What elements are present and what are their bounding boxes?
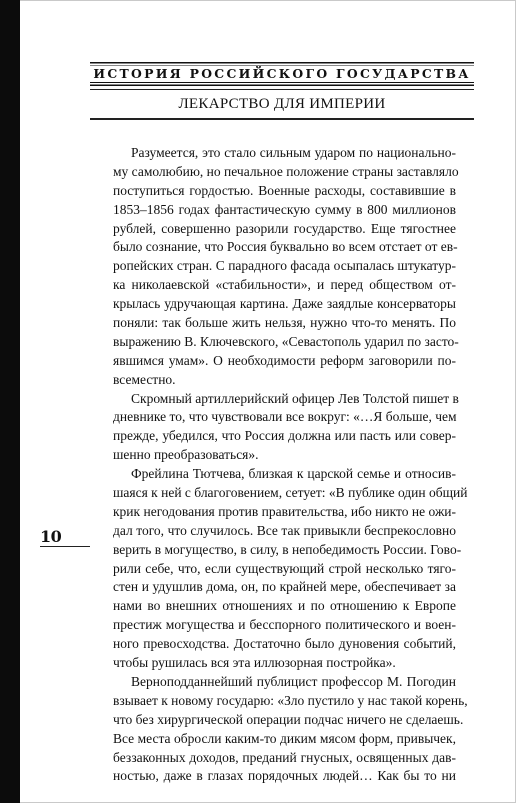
text-line: что без хирургической операции подчас ничего не сделаешь. — [113, 711, 464, 727]
page-header — [90, 62, 474, 120]
running-title: ИСТОРИЯ РОССИЙСКОГО ГОСУДАРСТВА — [86, 66, 477, 82]
text-line: Верноподданнейший публицист профессор М. Погодин — [131, 673, 456, 689]
text-line: Разумеется, это стало сильным ударом по национально- — [131, 145, 456, 160]
text-line: Скромный артиллерийский офицер Лев Толстой пишет в — [131, 390, 459, 406]
text-line: было сознание, что Россия буквально во всем отстает от ев- — [113, 239, 458, 255]
text-line: рили себе, что, если существующий строй несколько тяго- — [113, 560, 456, 576]
text-line: ропейских стран. С парадного фасада осыпалась штукатур- — [113, 258, 456, 274]
page-number-rule — [40, 546, 90, 547]
text-line: дневнике то, что чувствовали все вокруг: «…Я больше, чем — [113, 409, 457, 425]
header-bottom-rule — [90, 118, 474, 120]
text-line: поступиться гордостью. Военные расходы, составившие в — [113, 182, 456, 198]
text-line: ка николаевской «стабильности», и перед обществом от- — [113, 277, 456, 293]
text-line: Все места обросли каким-то диким мясом форм, привычек, — [113, 730, 456, 746]
text-line: явшимся умам». О необходимости реформ заговорили по- — [113, 352, 456, 368]
text-line: выражению В. Ключевского, «Севастополь ударил по засто- — [113, 333, 459, 349]
text-line: ностью, даже в глазах порядочных людей… Как бы то ни — [113, 768, 456, 784]
text-line: престиж могущества и бесспорного политического и воен- — [113, 617, 456, 633]
text-line: шенно преобразоваться». — [113, 447, 259, 463]
text-line: дал того, что случилось. Все так привыкли беспрекословно — [113, 522, 456, 538]
text-line: всеместно. — [113, 371, 176, 387]
text-line: крик негодования против правительства, ибо никто не ожи- — [113, 503, 456, 519]
text-line: Фрейлина Тютчева, близкая к царской семье и относив- — [131, 466, 456, 482]
body-text — [113, 144, 468, 786]
text-line: рублей, совершенно разорили государство. Еще тягостнее — [113, 220, 456, 236]
text-line: му самолюбию, но печальное положение страны заставляло — [113, 163, 459, 179]
text-line: крылась удручающая картина. Даже заядлые консерваторы — [113, 296, 456, 312]
text-line: стен и удушлив дома, он, по крайней мере, обеспечивает за — [113, 579, 456, 595]
text-line: чтобы рушилась вся эта иллюзорная постройка». — [113, 655, 396, 671]
text-line: беззаконных доходов, преданий гнусных, освященных дав- — [113, 749, 456, 765]
page-number: 10 — [40, 527, 62, 546]
text-line: 1853–1856 годах фантастическую сумму в 800 миллионов — [113, 201, 456, 217]
text-line: шаяся к ней с благоговением, сетует: «В публике один общий — [113, 485, 468, 501]
text-line: прежде, убедился, что Россия должна или пасть или совер- — [113, 428, 456, 444]
running-title-band — [90, 62, 474, 86]
text-line: ного превосходства. Достаточно было дуновения событий, — [113, 636, 456, 652]
text-line: верить в могущество, в силу, в непобедимость России. Гово- — [113, 541, 462, 557]
text-line: поняли: так больше жить нельзя, нужно что-то менять. По — [113, 315, 456, 331]
header-rule — [90, 89, 474, 90]
page-number-block — [20, 528, 61, 546]
text-line: нами во внешних отношениях и по отношению к Европе — [113, 598, 456, 614]
left-margin-bar — [0, 0, 20, 803]
text-line: взывает к новому государю: «Зло пустило у нас такой корень, — [113, 692, 468, 708]
chapter-title: ЛЕКАРСТВО ДЛЯ ИМПЕРИИ — [178, 96, 386, 112]
